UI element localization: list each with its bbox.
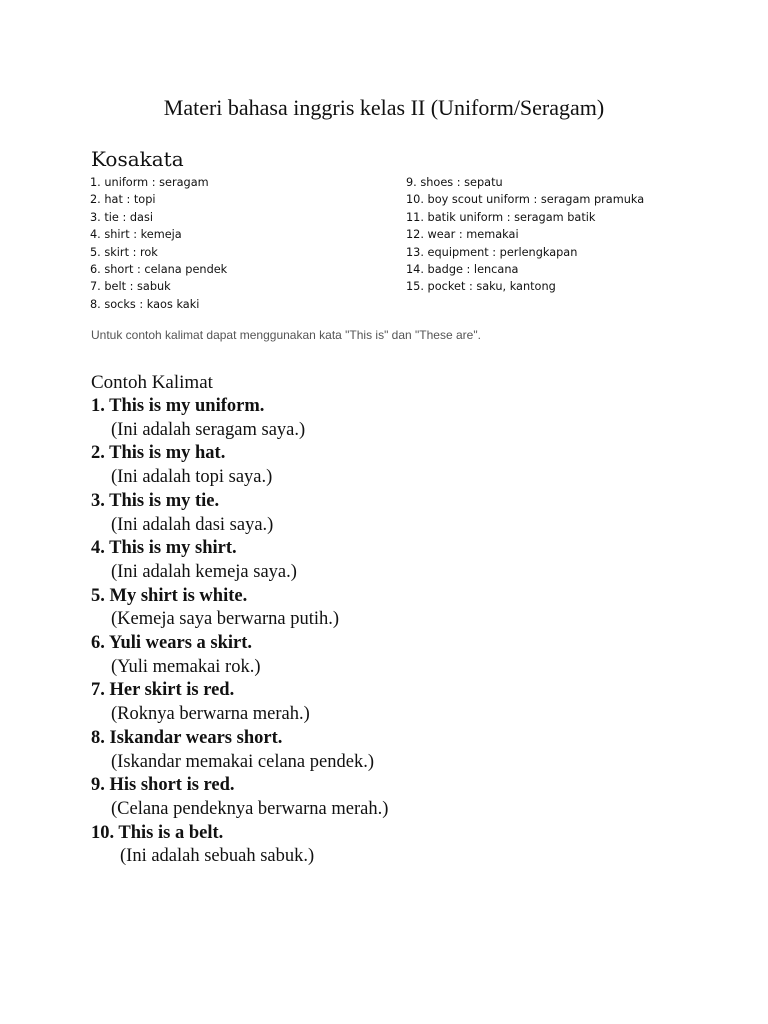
example-translation: (Ini adalah topi saya.) xyxy=(111,467,273,488)
vocabulary-item: 7. belt : sabuk xyxy=(90,280,171,294)
example-item xyxy=(91,585,388,632)
example-translation: (Roknya berwarna merah.) xyxy=(111,704,310,725)
vocabulary-item: 11. batik uniform : seragam batik xyxy=(406,210,596,224)
example-sentence: 4. This is my shirt. xyxy=(91,538,237,559)
vocabulary-list-right xyxy=(406,174,706,296)
usage-note: Untuk contoh kalimat dapat menggunakan kata "This is" dan "These are". xyxy=(91,328,481,342)
example-translation: (Celana pendeknya berwarna merah.) xyxy=(111,798,389,819)
example-item xyxy=(91,442,388,489)
example-translation: (Kemeja saya berwarna putih.) xyxy=(111,609,340,630)
example-item xyxy=(91,537,388,584)
examples-heading: Contoh Kalimat xyxy=(91,372,213,393)
vocabulary-item: 10. boy scout uniform : seragam pramuka xyxy=(406,193,645,207)
example-translation: (Ini adalah kemeja saya.) xyxy=(111,561,297,582)
example-translation: (Ini adalah seragam saya.) xyxy=(111,419,306,440)
example-sentence: 5. My shirt is white. xyxy=(91,585,248,606)
example-sentence: 10. This is a belt. xyxy=(91,822,224,843)
vocabulary-item: 14. badge : lencana xyxy=(406,263,519,277)
vocabulary-heading: Kosakata xyxy=(91,147,184,171)
vocabulary-item: 12. wear : memakai xyxy=(406,228,519,242)
example-sentence: 8. Iskandar wears short. xyxy=(91,727,283,748)
example-sentence: 2. This is my hat. xyxy=(91,443,226,464)
vocabulary-item: 5. skirt : rok xyxy=(90,245,158,259)
example-item xyxy=(91,822,388,869)
example-item xyxy=(91,727,388,774)
example-sentence: 3. This is my tie. xyxy=(91,490,220,511)
vocabulary-item: 6. short : celana pendek xyxy=(90,263,228,277)
example-translation: (Iskandar memakai celana pendek.) xyxy=(111,751,374,772)
example-sentence: 1. This is my uniform. xyxy=(91,396,265,416)
example-item xyxy=(91,490,388,537)
vocabulary-item: 13. equipment : perlengkapan xyxy=(406,245,578,259)
vocabulary-item: 3. tie : dasi xyxy=(90,210,153,224)
example-translation: (Yuli memakai rok.) xyxy=(111,656,261,677)
example-item xyxy=(91,632,388,679)
example-item xyxy=(91,679,388,726)
example-translation: (Ini adalah dasi saya.) xyxy=(111,514,274,535)
vocabulary-item: 2. hat : topi xyxy=(90,193,156,207)
page-title: Materi bahasa inggris kelas II (Uniform/Seragam) xyxy=(163,95,605,120)
example-item xyxy=(91,774,388,821)
vocabulary-item: 4. shirt : kemeja xyxy=(90,228,182,242)
vocabulary-list-left xyxy=(90,174,390,313)
vocabulary-item: 9. shoes : sepatu xyxy=(406,176,503,189)
example-item xyxy=(91,395,388,442)
example-sentence: 6. Yuli wears a skirt. xyxy=(91,633,253,654)
example-sentence: 7. Her skirt is red. xyxy=(91,680,235,701)
examples-list xyxy=(91,395,388,869)
vocabulary-item: 1. uniform : seragam xyxy=(90,176,209,189)
vocabulary-item: 8. socks : kaos kaki xyxy=(90,297,200,311)
vocabulary-item: 15. pocket : saku, kantong xyxy=(406,280,556,294)
example-sentence: 9. His short is red. xyxy=(91,775,235,796)
example-translation: (Ini adalah sebuah sabuk.) xyxy=(120,846,315,867)
